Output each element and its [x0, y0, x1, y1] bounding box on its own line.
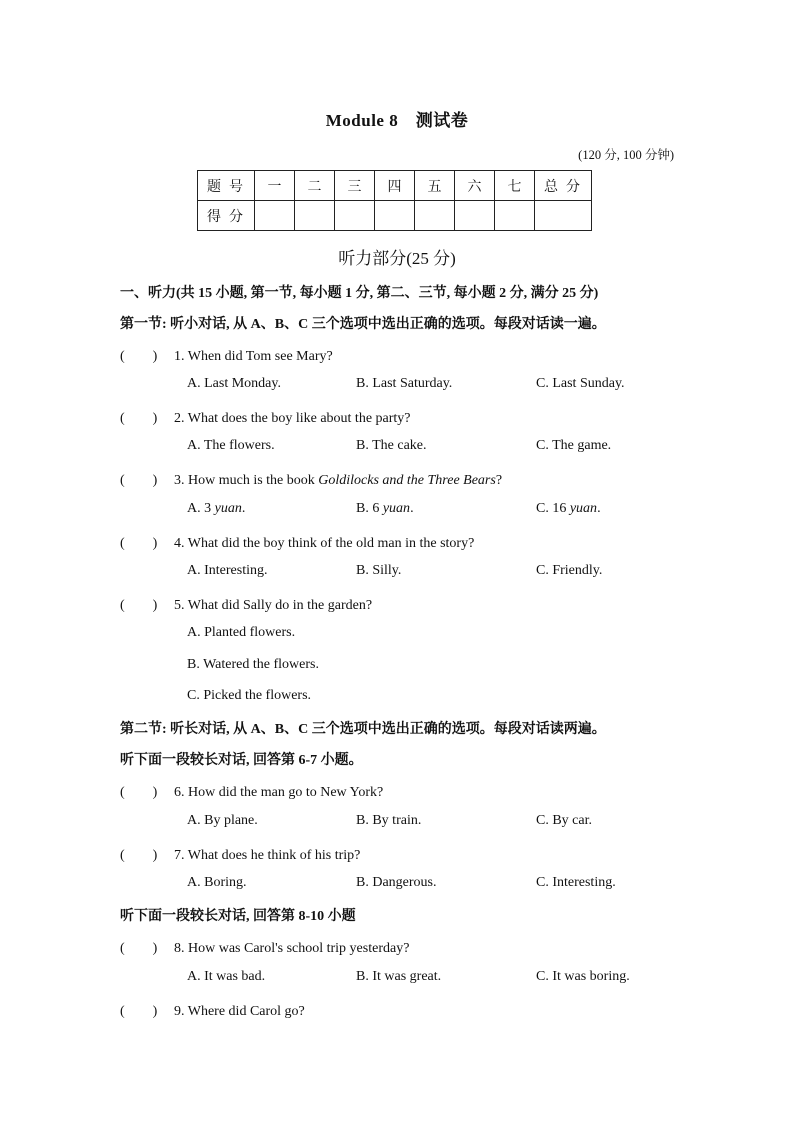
part-title: 听力部分(25 分) [338, 249, 456, 268]
answer-blank[interactable]: ( ) [120, 785, 158, 800]
section-cell: 七 [495, 171, 535, 201]
section-cell: 三 [335, 171, 375, 201]
question-9 [120, 1000, 305, 1020]
option-a: A. Boring. [187, 875, 247, 890]
score-time-info: (120 分, 100 分钟) [578, 148, 674, 162]
option-a: A. Interesting. [187, 563, 268, 578]
section2-intro: 第二节: 听长对话, 从 A、B、C 三个选项中选出正确的选项。每段对话读两遍。 [120, 722, 606, 737]
section-cell: 二 [295, 171, 335, 201]
option-c: C. It was boring. [536, 969, 630, 984]
option-b: B. Last Saturday. [356, 376, 453, 391]
question-text: 1. When did Tom see Mary? [174, 349, 333, 364]
question-text: 6. How did the man go to New York? [174, 785, 384, 800]
answer-blank[interactable]: ( ) [120, 473, 158, 488]
score-cell[interactable] [335, 201, 375, 231]
option-a: A. It was bad. [187, 969, 266, 984]
book-title: Goldilocks and the Three Bears [318, 473, 496, 488]
unit: yuan [382, 501, 411, 516]
score-cell[interactable] [495, 201, 535, 231]
total-label-cell: 总分 [535, 171, 592, 201]
option-c [536, 501, 601, 517]
section-cell: 四 [375, 171, 415, 201]
answer-blank[interactable]: ( ) [120, 349, 158, 364]
dialog-intro: 听下面一段较长对话, 回答第 8-10 小题 [120, 909, 356, 924]
option-b: B. Dangerous. [356, 875, 437, 890]
option-a: A. Last Monday. [187, 376, 281, 391]
unit: yuan [569, 501, 598, 516]
option-b: B. Silly. [356, 563, 402, 578]
score-table [197, 170, 592, 231]
score-row-label: 得分 [198, 201, 255, 231]
question-5 [120, 594, 372, 614]
answer-blank[interactable]: ( ) [120, 1004, 158, 1019]
answer-blank[interactable]: ( ) [120, 411, 158, 426]
score-cell[interactable] [255, 201, 295, 231]
option-c: C. Last Sunday. [536, 376, 625, 391]
question-text: 9. Where did Carol go? [174, 1004, 305, 1019]
total-score-cell[interactable] [535, 201, 592, 231]
question-3 [120, 469, 502, 489]
section-cell: 五 [415, 171, 455, 201]
section1-intro: 第一节: 听小对话, 从 A、B、C 三个选项中选出正确的选项。每段对话读一遍。 [120, 317, 606, 332]
score-row-label: 题号 [198, 171, 255, 201]
score-cell[interactable] [415, 201, 455, 231]
option-b: B. It was great. [356, 969, 442, 984]
score-cell[interactable] [375, 201, 415, 231]
option-b: B. Watered the flowers. [187, 657, 319, 672]
score-table-header-row [198, 171, 592, 201]
question-text: 8. How was Carol's school trip yesterday? [174, 941, 410, 956]
question-2 [120, 407, 411, 427]
score-cell[interactable] [295, 201, 335, 231]
option-c-num: C. 16 [536, 501, 570, 516]
section-heading: 一、听力(共 15 小题, 第一节, 每小题 1 分, 第二、三节, 每小题 2 分, 满分 25 分) [120, 286, 599, 301]
page-title: Module 8 测试卷 [325, 111, 469, 130]
option-c: C. Friendly. [536, 563, 603, 578]
option-a [187, 501, 245, 517]
unit: yuan [214, 501, 242, 516]
question-text: 7. What does he think of his trip? [174, 848, 361, 863]
question-mark: ? [495, 473, 503, 488]
section-cell: 六 [455, 171, 495, 201]
period: . [410, 501, 414, 516]
score-cell[interactable] [455, 201, 495, 231]
period: . [241, 501, 246, 516]
answer-blank[interactable]: ( ) [120, 941, 158, 956]
question-4 [120, 532, 474, 552]
section-cell: 一 [255, 171, 295, 201]
answer-blank[interactable]: ( ) [120, 848, 158, 863]
question-6 [120, 781, 383, 801]
option-a: A. By plane. [187, 813, 258, 828]
option-b: B. The cake. [356, 438, 427, 453]
answer-blank[interactable]: ( ) [120, 536, 158, 551]
question-text: 3. How much is the book [174, 473, 319, 488]
answer-blank[interactable]: ( ) [120, 598, 158, 613]
option-b: B. By train. [356, 813, 422, 828]
option-c: C. By car. [536, 813, 592, 828]
option-a: A. The flowers. [187, 438, 275, 453]
option-c: C. The game. [536, 438, 612, 453]
option-c: C. Picked the flowers. [187, 688, 312, 703]
option-a-num: A. 3 [187, 501, 215, 516]
question-8 [120, 937, 409, 957]
option-b [356, 501, 414, 517]
score-table-score-row [198, 201, 592, 231]
option-a: A. Planted flowers. [187, 625, 296, 640]
option-c: C. Interesting. [536, 875, 616, 890]
dialog-intro: 听下面一段较长对话, 回答第 6-7 小题。 [120, 753, 363, 768]
option-b-num: B. 6 [356, 501, 383, 516]
question-text: 4. What did the boy think of the old man in the story? [174, 536, 475, 551]
question-text: 5. What did Sally do in the garden? [174, 598, 373, 613]
period: . [597, 501, 601, 516]
question-text: 2. What does the boy like about the party? [174, 411, 411, 426]
question-7 [120, 844, 360, 864]
question-1 [120, 345, 333, 365]
